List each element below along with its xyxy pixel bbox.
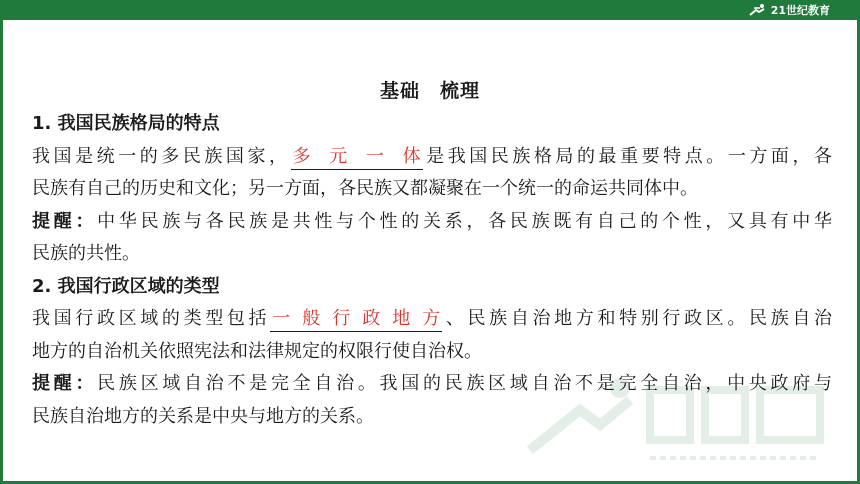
section1-line2: 民族有自己的历史和文化；另一方面，各民族又都凝聚在一个统一的命运共同体中。 — [32, 178, 698, 199]
page-title: 基础 梳理 — [379, 80, 480, 102]
section2-line1 — [32, 303, 832, 336]
section1-text-pre: 我国是统一的多民族国家， — [32, 145, 291, 167]
header-bar — [0, 0, 860, 20]
section2-note-line2: 民族自治地方的关系是中央与地方的关系。 — [32, 405, 374, 427]
runner-logo-icon — [748, 3, 768, 17]
content-body — [32, 108, 832, 433]
note-label: 提醒： — [32, 373, 98, 394]
note-text: 民族区域自治不是完全自治。我国的民族区域自治不是完全自治，中央政府与 — [97, 373, 833, 394]
section2-text-post: 、民族自治地方和特别行政区。民族自治 — [442, 308, 833, 329]
note-label: 提醒： — [32, 210, 98, 232]
brand-logo — [748, 2, 830, 18]
section2-text-pre: 我国行政区域的类型包括 — [32, 308, 271, 329]
section1-text-post: 是我国民族格局的最重要特点。一方面，各 — [422, 145, 833, 167]
section1-note-line2: 民族的共性。 — [32, 243, 140, 264]
answer-blank-1: 多元一体 — [291, 145, 423, 170]
section1-line1 — [32, 141, 832, 174]
section2-heading: 2. 我国行政区域的类型 — [32, 275, 220, 297]
section1-heading: 1. 我国民族格局的特点 — [32, 113, 220, 134]
section1-note-line1 — [32, 206, 832, 239]
section2-line2: 地方的自治机关依照宪法和法律规定的权限行使自治权。 — [32, 340, 482, 362]
brand-logo-text: 21世纪教育 — [770, 4, 830, 17]
note-text: 中华民族与各民族是共性与个性的关系，各民族既有自己的个性，又具有中华 — [97, 210, 833, 232]
answer-blank-2: 一般行政地方 — [270, 307, 442, 332]
section2-note-line1 — [32, 368, 832, 401]
